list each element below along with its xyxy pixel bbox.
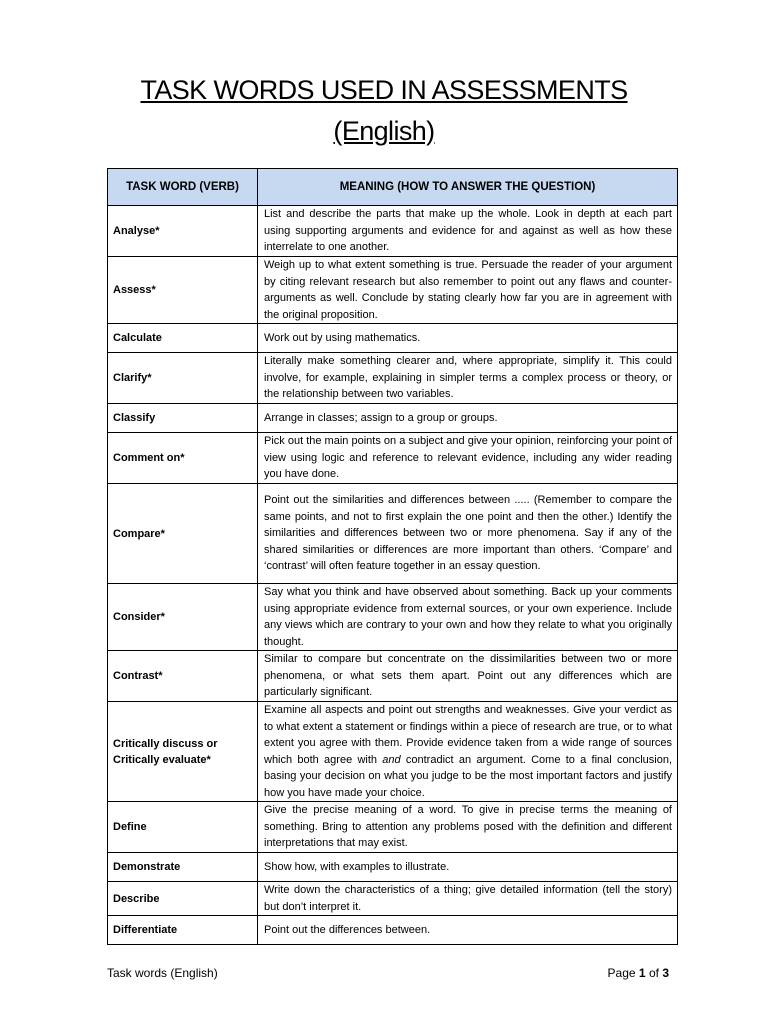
meaning-cell: List and describe the parts that make up the whole. Look in depth at each part using supporting arguments and evidence for and against as well as how these interrelate to one another. [258,206,678,257]
task-word-cell: Describe [108,882,258,916]
meaning-cell: Similar to compare but concentrate on the dissimilarities between two or more phenomena, or what sets them apart. Point out any differences which are particularly significant. [258,651,678,702]
meaning-cell: Arrange in classes; assign to a group or groups. [258,404,678,433]
table-row [108,353,678,404]
task-word-cell: Comment on* [108,433,258,484]
page-subtitle: (English) [333,116,435,146]
task-word-cell: Demonstrate [108,853,258,882]
table-row [108,882,678,916]
meaning-cell: Pick out the main points on a subject and give your opinion, reinforcing your point of view using logic and reference to relevant evidence, including any wider reading you have done. [258,433,678,484]
task-word-cell: Assess* [108,257,258,324]
column-header-meaning: MEANING (HOW TO ANSWER THE QUESTION) [258,169,678,206]
page-title: TASK WORDS USED IN ASSESSMENTS [140,75,628,105]
meaning-cell: Weigh up to what extent something is true. Persuade the reader of your argument by citing relevant research but also remember to point out any flaws and counter-arguments as well. Conclude by stating clearly how far you are in agreement with the original proposition. [258,257,678,324]
table-row [108,484,678,584]
table-row [108,584,678,651]
meaning-cell: Show how, with examples to illustrate. [258,853,678,882]
current-page: 1 [638,966,646,980]
meaning-cell: Literally make something clearer and, where appropriate, simplify it. This could involve, for example, explaining in simpler terms a complex process or theory, or the relationship between two variables. [258,353,678,404]
table-row [108,257,678,324]
meaning-cell: Point out the similarities and differences between ..... (Remember to compare the same points, and not to first explain the one point and then the other.) Identify the similarities and differences between two or more phenomena. Say if any of the shared similarities or differences are more important than others. ‘Compare’ and ‘contrast’ will often feature together in an essay question. [258,484,678,584]
table-row [108,853,678,882]
task-word-cell: Define [108,802,258,853]
page-label: Page [607,966,636,980]
meaning-cell [258,702,678,802]
meaning-cell: Point out the differences between. [258,916,678,945]
meaning-text-part: Examine all aspects and point out strengths and weaknesses. Give your verdict as to what extent a statement or findings within a piece of research are true, or to what extent you agree with them. Provide evidence taken from a wide range of sources which both agree with [264,704,672,766]
meaning-cell: Work out by using mathematics. [258,324,678,353]
table-row [108,651,678,702]
meaning-cell: Give the precise meaning of a word. To give in precise terms the meaning of something. Bring to attention any problems posed with the definition and different interpretations that may exist. [258,802,678,853]
table-row [108,802,678,853]
task-word-cell: Compare* [108,484,258,584]
meaning-emphasis: and [382,753,401,766]
task-word-cell: Calculate [108,324,258,353]
column-header-task-word: TASK WORD (VERB) [108,169,258,206]
table-row [108,916,678,945]
task-word-cell: Analyse* [108,206,258,257]
footer-document-name: Task words (English) [107,966,218,980]
task-word-cell: Consider* [108,584,258,651]
task-word-cell: Critically discuss or Critically evaluate* [108,702,258,802]
total-pages: 3 [662,966,669,980]
task-word-cell: Clarify* [108,353,258,404]
table-row [108,702,678,802]
table-header-row [108,169,678,206]
table-row [108,206,678,257]
task-word-cell: Classify [108,404,258,433]
meaning-cell: Write down the characteristics of a thing; give detailed information (tell the story) but don’t interpret it. [258,882,678,916]
table-row [108,324,678,353]
table-row [108,404,678,433]
meaning-text-part: contradict an argument. Come to a final conclusion, basing your decision on what you judge to be the most important factors and justify how you have made your choice. [264,753,672,799]
of-label: of [648,966,659,980]
meaning-cell: Say what you think and have observed about something. Back up your comments using appropriate evidence from external sources, or your own experience. Include any views which are contrary to your own and how they relate to what you originally thought. [258,584,678,651]
table-row [108,433,678,484]
task-word-cell: Differentiate [108,916,258,945]
task-words-table [107,168,678,945]
task-word-cell: Contrast* [108,651,258,702]
footer-page-number [608,966,669,980]
